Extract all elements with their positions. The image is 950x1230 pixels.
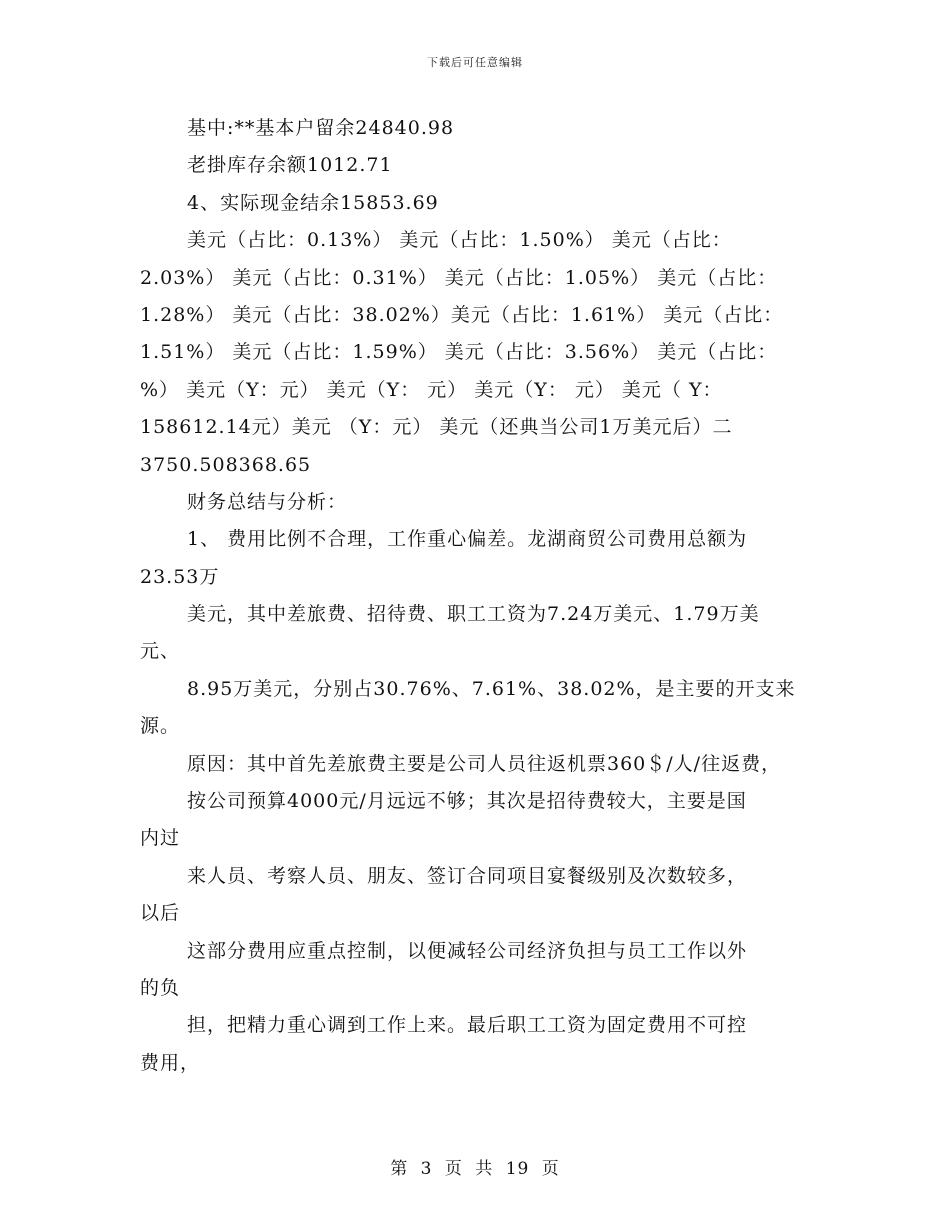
text-line: 来人员、考察人员、朋友、签订合同项目宴餐级别及次数较多， bbox=[187, 864, 748, 887]
text-line: 1.51%） 美元（占比：1.59%） 美元（占比：3.56%） 美元（占比： bbox=[140, 341, 778, 364]
text-line: 费用， bbox=[140, 1051, 201, 1074]
text-line: 老掛库存余额1012.71 bbox=[187, 154, 393, 177]
text-line: 内过 bbox=[140, 827, 181, 850]
text-line: 1、 费用比例不合理，工作重心偏差。龙湖商贸公司费用总额为 bbox=[187, 528, 748, 551]
text-line: 美元（占比：0.13%） 美元（占比：1.50%） 美元（占比： bbox=[187, 229, 732, 252]
text-line: 这部分费用应重点控制，以便减轻公司经济负担与员工工作以外 bbox=[187, 939, 748, 962]
text-line: 元、 bbox=[140, 640, 181, 663]
page-number: 第 3 页 共 19 页 bbox=[390, 1159, 560, 1179]
document-body bbox=[140, 110, 800, 1082]
section-heading: 财务总结与分析： bbox=[187, 490, 348, 513]
text-line: 的负 bbox=[140, 976, 181, 999]
text-line: 原因：其中首先差旅费主要是公司人员往返机票360＄/人/往返费， bbox=[187, 752, 782, 775]
text-line: 按公司预算4000元/月远远不够；其次是招待费较大，主要是国 bbox=[187, 790, 747, 813]
text-line: 基中:**基本户留余24840.98 bbox=[187, 117, 455, 139]
text-line: 23.53万 bbox=[140, 565, 220, 588]
text-line: 3750.508368.65 bbox=[140, 453, 312, 476]
text-line: 以后 bbox=[140, 902, 181, 925]
text-line: 担，把精力重心调到工作上来。最后职工工资为固定费用不可控 bbox=[187, 1014, 748, 1037]
page-header: 下载后可任意编辑 bbox=[427, 56, 523, 69]
text-line: 158612.14元）美元 （Y：元） 美元（还典当公司1万美元后）二 bbox=[140, 416, 733, 439]
text-line: 8.95万美元，分别占30.76%、7.61%、38.02%，是主要的开支来 bbox=[187, 677, 796, 700]
text-line: 1.28%） 美元（占比：38.02%）美元（占比：1.61%） 美元（占比： bbox=[140, 303, 784, 326]
text-line: 源。 bbox=[140, 715, 181, 738]
text-line: 2.03%） 美元（占比：0.31%） 美元（占比：1.05%） 美元（占比： bbox=[140, 266, 778, 289]
text-line: %） 美元（Y：元） 美元（Y： 元） 美元（Y： 元） 美元（ Y： bbox=[140, 378, 723, 401]
text-line: 美元，其中差旅费、招待费、职工工资为7.24万美元、1.79万美 bbox=[187, 603, 760, 626]
text-line: 4、实际现金结余15853.69 bbox=[187, 191, 439, 214]
